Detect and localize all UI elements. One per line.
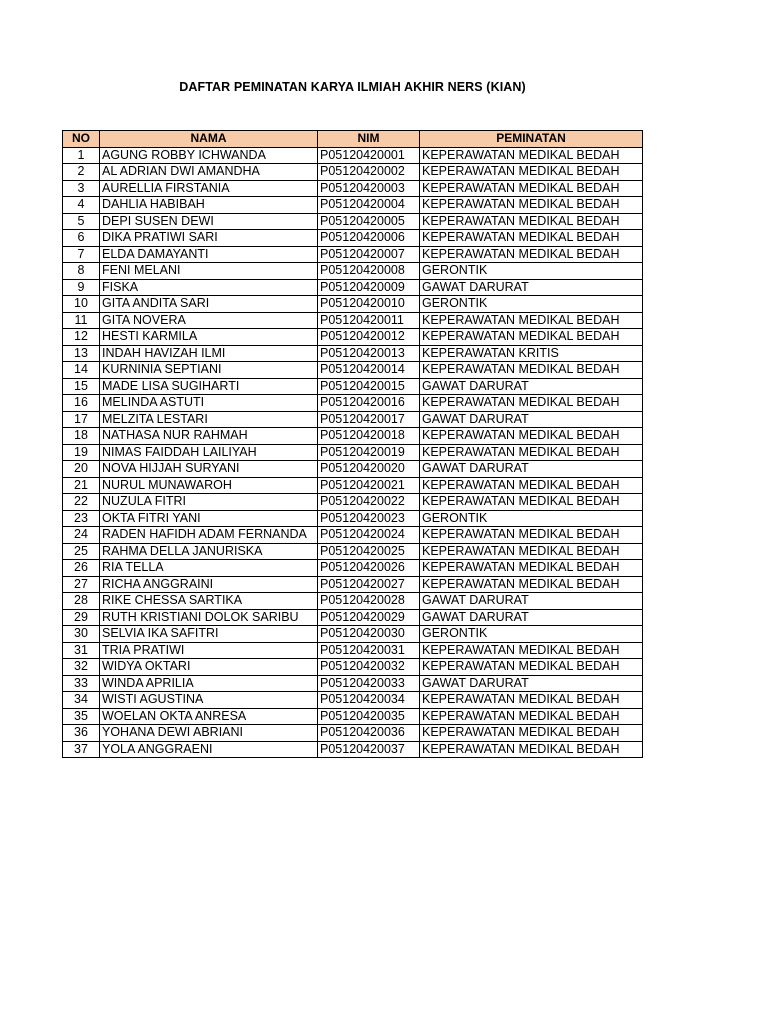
- cell-no: 9: [63, 279, 100, 296]
- cell-peminatan: KEPERAWATAN MEDIKAL BEDAH: [420, 230, 643, 247]
- cell-no: 3: [63, 180, 100, 197]
- cell-nama: WIDYA OKTARI: [100, 659, 318, 676]
- cell-no: 8: [63, 263, 100, 280]
- cell-nim: P05120420030: [318, 626, 420, 643]
- cell-peminatan: GERONTIK: [420, 626, 643, 643]
- table-row: [63, 279, 643, 296]
- cell-peminatan: GERONTIK: [420, 510, 643, 527]
- cell-nama: NIMAS FAIDDAH LAILIYAH: [100, 444, 318, 461]
- cell-nama: GITA NOVERA: [100, 312, 318, 329]
- cell-nama: NURUL MUNAWAROH: [100, 477, 318, 494]
- cell-nama: FISKA: [100, 279, 318, 296]
- cell-nama: NATHASA NUR RAHMAH: [100, 428, 318, 445]
- table-row: [63, 461, 643, 478]
- cell-nim: P05120420012: [318, 329, 420, 346]
- cell-nim: P05120420032: [318, 659, 420, 676]
- cell-nim: P05120420004: [318, 197, 420, 214]
- cell-no: 13: [63, 345, 100, 362]
- cell-nama: RUTH KRISTIANI DOLOK SARIBU: [100, 609, 318, 626]
- table-row: [63, 626, 643, 643]
- table-row: [63, 543, 643, 560]
- cell-no: 20: [63, 461, 100, 478]
- cell-peminatan: KEPERAWATAN MEDIKAL BEDAH: [420, 527, 643, 544]
- cell-nama: WINDA APRILIA: [100, 675, 318, 692]
- cell-nim: P05120420013: [318, 345, 420, 362]
- table-row: [63, 362, 643, 379]
- cell-no: 16: [63, 395, 100, 412]
- cell-peminatan: KEPERAWATAN MEDIKAL BEDAH: [420, 477, 643, 494]
- cell-nama: RIKE CHESSA SARTIKA: [100, 593, 318, 610]
- cell-peminatan: GAWAT DARURAT: [420, 461, 643, 478]
- table-row: [63, 329, 643, 346]
- cell-nim: P05120420028: [318, 593, 420, 610]
- header-peminatan: PEMINATAN: [420, 131, 643, 148]
- cell-nim: P05120420021: [318, 477, 420, 494]
- cell-nama: RADEN HAFIDH ADAM FERNANDA: [100, 527, 318, 544]
- cell-no: 33: [63, 675, 100, 692]
- cell-no: 5: [63, 213, 100, 230]
- cell-nama: AL ADRIAN DWI AMANDHA: [100, 164, 318, 181]
- table-row: [63, 527, 643, 544]
- cell-no: 29: [63, 609, 100, 626]
- cell-peminatan: KEPERAWATAN MEDIKAL BEDAH: [420, 692, 643, 709]
- table-row: [63, 378, 643, 395]
- table-row: [63, 510, 643, 527]
- table-row: [63, 345, 643, 362]
- cell-peminatan: GAWAT DARURAT: [420, 411, 643, 428]
- cell-nama: ELDA DAMAYANTI: [100, 246, 318, 263]
- cell-peminatan: GAWAT DARURAT: [420, 609, 643, 626]
- cell-nama: YOHANA DEWI ABRIANI: [100, 725, 318, 742]
- cell-peminatan: KEPERAWATAN MEDIKAL BEDAH: [420, 395, 643, 412]
- cell-nim: P05120420031: [318, 642, 420, 659]
- cell-nama: AGUNG ROBBY ICHWANDA: [100, 147, 318, 164]
- cell-nama: RIA TELLA: [100, 560, 318, 577]
- cell-peminatan: GAWAT DARURAT: [420, 593, 643, 610]
- cell-no: 4: [63, 197, 100, 214]
- cell-peminatan: KEPERAWATAN MEDIKAL BEDAH: [420, 576, 643, 593]
- document-title: DAFTAR PEMINATAN KARYA ILMIAH AKHIR NERS (KIAN): [179, 80, 526, 94]
- table-row: [63, 609, 643, 626]
- cell-nim: P05120420027: [318, 576, 420, 593]
- cell-no: 1: [63, 147, 100, 164]
- cell-nim: P05120420010: [318, 296, 420, 313]
- cell-nim: P05120420026: [318, 560, 420, 577]
- cell-nim: P05120420016: [318, 395, 420, 412]
- cell-peminatan: KEPERAWATAN MEDIKAL BEDAH: [420, 329, 643, 346]
- table-row: [63, 444, 643, 461]
- cell-nim: P05120420017: [318, 411, 420, 428]
- cell-no: 23: [63, 510, 100, 527]
- cell-peminatan: KEPERAWATAN MEDIKAL BEDAH: [420, 197, 643, 214]
- cell-nama: YOLA ANGGRAENI: [100, 741, 318, 758]
- cell-nim: P05120420009: [318, 279, 420, 296]
- cell-nim: P05120420025: [318, 543, 420, 560]
- cell-peminatan: KEPERAWATAN KRITIS: [420, 345, 643, 362]
- cell-nim: P05120420014: [318, 362, 420, 379]
- table-row: [63, 213, 643, 230]
- cell-nama: MELINDA ASTUTI: [100, 395, 318, 412]
- cell-peminatan: GERONTIK: [420, 296, 643, 313]
- cell-no: 12: [63, 329, 100, 346]
- table-row: [63, 576, 643, 593]
- table-row: [63, 675, 643, 692]
- table-row: [63, 411, 643, 428]
- cell-nim: P05120420015: [318, 378, 420, 395]
- header-row: [63, 131, 643, 148]
- cell-no: 17: [63, 411, 100, 428]
- header-no: NO: [63, 131, 100, 148]
- cell-nim: P05120420006: [318, 230, 420, 247]
- cell-no: 22: [63, 494, 100, 511]
- cell-peminatan: KEPERAWATAN MEDIKAL BEDAH: [420, 164, 643, 181]
- table-row: [63, 230, 643, 247]
- cell-peminatan: KEPERAWATAN MEDIKAL BEDAH: [420, 147, 643, 164]
- cell-peminatan: GAWAT DARURAT: [420, 675, 643, 692]
- cell-nim: P05120420020: [318, 461, 420, 478]
- cell-nim: P05120420023: [318, 510, 420, 527]
- cell-no: 11: [63, 312, 100, 329]
- cell-nama: NOVA HIJJAH SURYANI: [100, 461, 318, 478]
- cell-nim: P05120420034: [318, 692, 420, 709]
- table-row: [63, 494, 643, 511]
- cell-no: 35: [63, 708, 100, 725]
- cell-nama: DAHLIA HABIBAH: [100, 197, 318, 214]
- cell-nim: P05120420018: [318, 428, 420, 445]
- cell-nama: RICHA ANGGRAINI: [100, 576, 318, 593]
- cell-peminatan: GAWAT DARURAT: [420, 378, 643, 395]
- cell-peminatan: KEPERAWATAN MEDIKAL BEDAH: [420, 444, 643, 461]
- cell-peminatan: KEPERAWATAN MEDIKAL BEDAH: [420, 213, 643, 230]
- cell-nim: P05120420022: [318, 494, 420, 511]
- table-row: [63, 263, 643, 280]
- table-row: [63, 741, 643, 758]
- cell-no: 36: [63, 725, 100, 742]
- cell-nim: P05120420024: [318, 527, 420, 544]
- table-row: [63, 692, 643, 709]
- cell-peminatan: KEPERAWATAN MEDIKAL BEDAH: [420, 494, 643, 511]
- table-row: [63, 147, 643, 164]
- cell-nim: P05120420001: [318, 147, 420, 164]
- cell-no: 25: [63, 543, 100, 560]
- cell-no: 24: [63, 527, 100, 544]
- table-row: [63, 725, 643, 742]
- header-nim: NIM: [318, 131, 420, 148]
- cell-nama: RAHMA DELLA JANURISKA: [100, 543, 318, 560]
- cell-nim: P05120420005: [318, 213, 420, 230]
- cell-no: 34: [63, 692, 100, 709]
- cell-nama: INDAH HAVIZAH ILMI: [100, 345, 318, 362]
- cell-nama: FENI MELANI: [100, 263, 318, 280]
- table-row: [63, 180, 643, 197]
- cell-no: 18: [63, 428, 100, 445]
- cell-nama: KURNINIA SEPTIANI: [100, 362, 318, 379]
- table-row: [63, 246, 643, 263]
- cell-nama: HESTI KARMILA: [100, 329, 318, 346]
- cell-peminatan: KEPERAWATAN MEDIKAL BEDAH: [420, 362, 643, 379]
- cell-nama: WISTI AGUSTINA: [100, 692, 318, 709]
- cell-peminatan: KEPERAWATAN MEDIKAL BEDAH: [420, 642, 643, 659]
- header-nama: NAMA: [100, 131, 318, 148]
- cell-nim: P05120420037: [318, 741, 420, 758]
- cell-no: 21: [63, 477, 100, 494]
- cell-peminatan: KEPERAWATAN MEDIKAL BEDAH: [420, 659, 643, 676]
- cell-nim: P05120420008: [318, 263, 420, 280]
- cell-nama: SELVIA IKA SAFITRI: [100, 626, 318, 643]
- table-row: [63, 708, 643, 725]
- cell-no: 2: [63, 164, 100, 181]
- cell-nim: P05120420029: [318, 609, 420, 626]
- cell-no: 30: [63, 626, 100, 643]
- cell-nim: P05120420036: [318, 725, 420, 742]
- cell-nim: P05120420019: [318, 444, 420, 461]
- cell-peminatan: KEPERAWATAN MEDIKAL BEDAH: [420, 560, 643, 577]
- cell-no: 37: [63, 741, 100, 758]
- table-row: [63, 593, 643, 610]
- cell-no: 27: [63, 576, 100, 593]
- cell-no: 10: [63, 296, 100, 313]
- cell-nim: P05120420011: [318, 312, 420, 329]
- cell-peminatan: KEPERAWATAN MEDIKAL BEDAH: [420, 741, 643, 758]
- cell-nim: P05120420033: [318, 675, 420, 692]
- cell-no: 28: [63, 593, 100, 610]
- cell-no: 19: [63, 444, 100, 461]
- cell-nama: MELZITA LESTARI: [100, 411, 318, 428]
- cell-nama: NUZULA FITRI: [100, 494, 318, 511]
- cell-peminatan: KEPERAWATAN MEDIKAL BEDAH: [420, 543, 643, 560]
- cell-no: 7: [63, 246, 100, 263]
- cell-nama: GITA ANDITA SARI: [100, 296, 318, 313]
- cell-peminatan: KEPERAWATAN MEDIKAL BEDAH: [420, 725, 643, 742]
- cell-nama: DEPI SUSEN DEWI: [100, 213, 318, 230]
- cell-no: 31: [63, 642, 100, 659]
- cell-nama: TRIA PRATIWI: [100, 642, 318, 659]
- cell-peminatan: KEPERAWATAN MEDIKAL BEDAH: [420, 180, 643, 197]
- table-row: [63, 477, 643, 494]
- table-row: [63, 164, 643, 181]
- cell-peminatan: GERONTIK: [420, 263, 643, 280]
- cell-nama: WOELAN OKTA ANRESA: [100, 708, 318, 725]
- cell-no: 32: [63, 659, 100, 676]
- cell-nama: AURELLIA FIRSTANIA: [100, 180, 318, 197]
- table-header: [63, 131, 643, 148]
- peminatan-table: [62, 130, 643, 758]
- cell-nama: OKTA FITRI YANI: [100, 510, 318, 527]
- cell-peminatan: GAWAT DARURAT: [420, 279, 643, 296]
- cell-peminatan: KEPERAWATAN MEDIKAL BEDAH: [420, 246, 643, 263]
- cell-nama: MADE LISA SUGIHARTI: [100, 378, 318, 395]
- table-body: [63, 147, 643, 758]
- cell-nim: P05120420003: [318, 180, 420, 197]
- cell-nim: P05120420035: [318, 708, 420, 725]
- table-row: [63, 642, 643, 659]
- table-row: [63, 296, 643, 313]
- cell-nama: DIKA PRATIWI SARI: [100, 230, 318, 247]
- table-row: [63, 395, 643, 412]
- cell-nim: P05120420002: [318, 164, 420, 181]
- cell-no: 26: [63, 560, 100, 577]
- table-row: [63, 428, 643, 445]
- cell-nim: P05120420007: [318, 246, 420, 263]
- cell-no: 15: [63, 378, 100, 395]
- table-row: [63, 197, 643, 214]
- cell-peminatan: KEPERAWATAN MEDIKAL BEDAH: [420, 428, 643, 445]
- table-row: [63, 560, 643, 577]
- table-row: [63, 312, 643, 329]
- cell-no: 6: [63, 230, 100, 247]
- cell-peminatan: KEPERAWATAN MEDIKAL BEDAH: [420, 708, 643, 725]
- table-row: [63, 659, 643, 676]
- cell-peminatan: KEPERAWATAN MEDIKAL BEDAH: [420, 312, 643, 329]
- cell-no: 14: [63, 362, 100, 379]
